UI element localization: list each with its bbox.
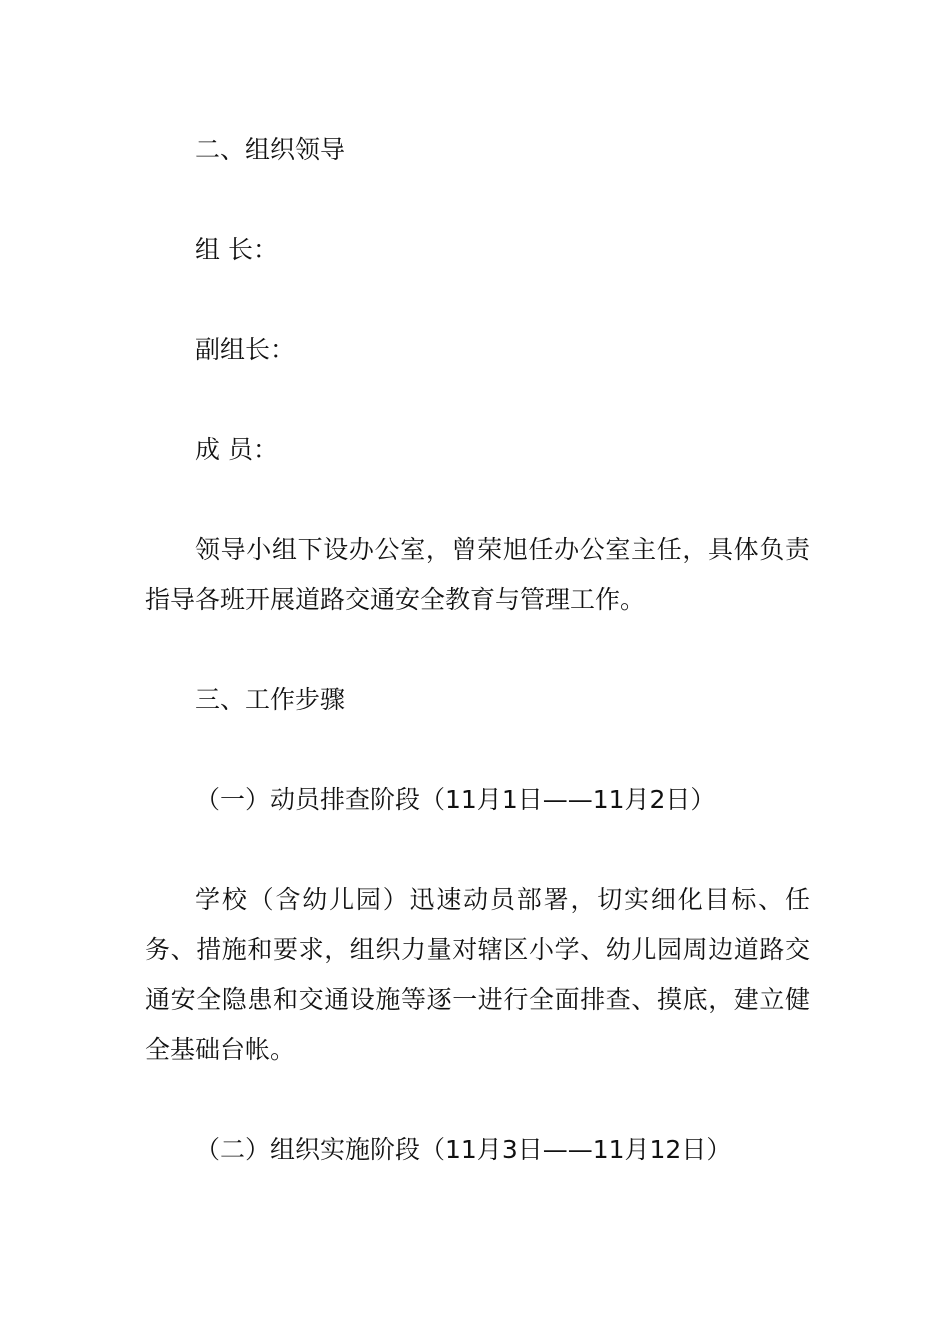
phase1-title: （一）动员排查阶段（11月1日——11月2日） (195, 785, 716, 814)
section-heading-organization: 二、组织领导 (195, 135, 346, 164)
section-heading-steps: 三、工作步骤 (195, 685, 346, 714)
members-label: 成 员： (195, 435, 278, 464)
phase1-paragraph: 学校（含幼儿园）迅速动员部署，切实细化目标、任务、措施和要求，组织力量对辖区小学、幼儿园周边道路交通安全隐患和交通设施等逐一进行全面排查、摸底，建立健全基础台帐。 (145, 885, 810, 1064)
leader-label: 组 长： (195, 235, 278, 264)
office-paragraph: 领导小组下设办公室，曾荣旭任办公室主任，具体负责指导各班开展道路交通安全教育与管理工作。 (145, 535, 810, 614)
phase2-title: （二）组织实施阶段（11月3日——11月12日） (195, 1135, 732, 1164)
deputy-leader-label: 副组长： (195, 335, 296, 364)
